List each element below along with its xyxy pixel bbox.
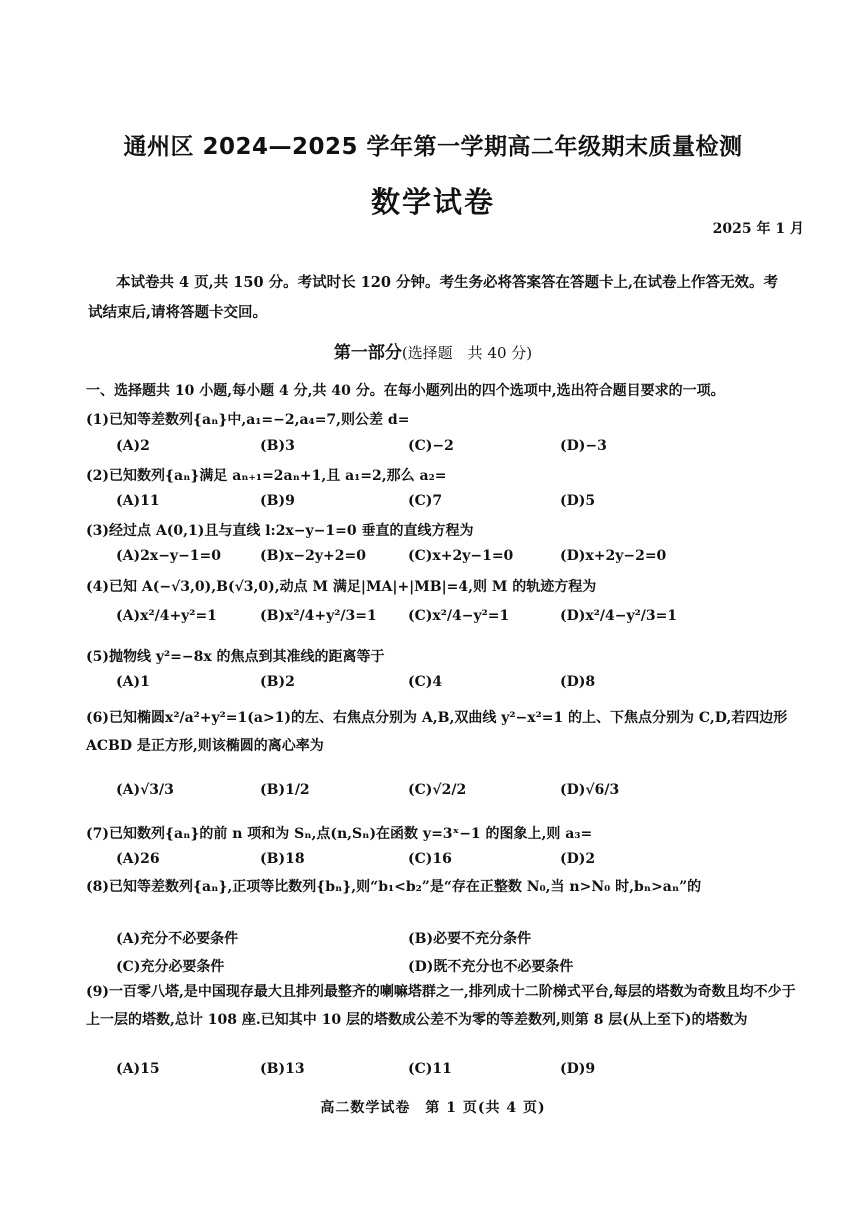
question-7-stem: (7)已知数列{aₙ}的前 n 项和为 Sₙ,点(n,Sₙ)在函数 y=3ˣ−1 的图象上,则 a₃= [86, 826, 593, 842]
question-5-option-b: (B)2 [260, 674, 295, 690]
question-9-option-b: (B)13 [260, 1061, 305, 1077]
question-1-option-d: (D)−3 [560, 438, 607, 454]
question-8-option-a: (A)充分不必要条件 [116, 931, 239, 947]
exam-title: 通州区 2024—2025 学年第一学期高二年级期末质量检测 [123, 134, 743, 160]
question-7-option-c: (C)16 [408, 851, 452, 867]
question-7-option-d: (D)2 [560, 851, 596, 867]
question-6-stem: (6)已知椭圆x²/a²+y²=1(a>1)的左、右焦点分别为 A,B,双曲线 y²−x²=1 的上、下焦点分别为 C,D,若四边形 ACBD 是正方形,则该椭圆的离心率为 [86, 710, 788, 754]
question-1-option-b: (B)3 [260, 438, 295, 454]
question-3-option-a: (A)2x−y−1=0 [116, 548, 222, 564]
question-6-option-b: (B)1/2 [260, 782, 310, 798]
question-8-stem: (8)已知等差数列{aₙ},正项等比数列{bₙ},则“b₁<b₂”是“存在正整数 N₀,当 n>N₀ 时,bₙ>aₙ”的 [86, 879, 702, 895]
question-1-option-a: (A)2 [116, 438, 150, 454]
question-5-option-a: (A)1 [116, 674, 150, 690]
question-8-option-c: (C)充分必要条件 [116, 959, 225, 975]
question-3-option-b: (B)x−2y+2=0 [260, 548, 366, 564]
question-7-option-a: (A)26 [116, 851, 160, 867]
part-heading [0, 338, 866, 363]
question-3-option-d: (D)x+2y−2=0 [560, 548, 667, 564]
question-1-option-c: (C)−2 [408, 438, 454, 454]
exam-subtitle: 数学试卷 [370, 185, 495, 219]
page-footer: 高二数学试卷 第 1 页(共 4 页) [320, 1100, 546, 1116]
question-8-option-d: (D)既不充分也不必要条件 [408, 959, 574, 975]
question-1-stem: (1)已知等差数列{aₙ}中,a₁=−2,a₄=7,则公差 d= [86, 412, 410, 428]
question-5-stem: (5)抛物线 y²=−8x 的焦点到其准线的距离等于 [86, 649, 385, 665]
question-4-option-a: (A)x²/4+y²=1 [116, 608, 217, 624]
question-6-option-a: (A)√3/3 [116, 782, 174, 798]
question-9-option-c: (C)11 [408, 1061, 452, 1077]
question-4-option-b: (B)x²/4+y²/3=1 [260, 608, 377, 624]
section-instructions: 一、选择题共 10 小题,每小题 4 分,共 40 分。在每小题列出的四个选项中,选出符合题目要求的一项。 [86, 383, 725, 399]
question-6-option-c: (C)√2/2 [408, 782, 467, 798]
question-9-stem: (9)一百零八塔,是中国现存最大且排列最整齐的喇嘛塔群之一,排列成十二阶梯式平台,每层的塔数为奇数且均不少于上一层的塔数,总计 108 座.已知其中 10 层的塔数成公差不为零的等差数列,则第 8 层(从上至下)的塔数为 [86, 984, 796, 1028]
question-2-option-d: (D)5 [560, 493, 596, 509]
question-3-stem: (3)经过点 A(0,1)且与直线 l:2x−y−1=0 垂直的直线方程为 [86, 523, 474, 539]
part-title: 第一部分 [333, 343, 402, 363]
question-4-option-d: (D)x²/4−y²/3=1 [560, 608, 678, 624]
exam-instructions: 本试卷共 4 页,共 150 分。考试时长 120 分钟。考生务必将答案答在答题卡上,在试卷上作答无效。考试结束后,请将答题卡交回。 [88, 274, 779, 321]
question-4-stem: (4)已知 A(−√3,0),B(√3,0),动点 M 满足|MA|+|MB|=4,则 M 的轨迹方程为 [86, 579, 597, 595]
question-9-option-a: (A)15 [116, 1061, 160, 1077]
question-9-option-d: (D)9 [560, 1061, 596, 1077]
exam-date: 2025 年 1 月 [712, 221, 804, 237]
question-6-option-d: (D)√6/3 [560, 782, 620, 798]
question-8-option-b: (B)必要不充分条件 [408, 931, 532, 947]
question-2-stem: (2)已知数列{aₙ}满足 aₙ₊₁=2aₙ+1,且 a₁=2,那么 a₂= [86, 468, 447, 484]
question-2-option-c: (C)7 [408, 493, 443, 509]
question-2-option-a: (A)11 [116, 493, 160, 509]
question-3-option-c: (C)x+2y−1=0 [408, 548, 514, 564]
question-5-option-d: (D)8 [560, 674, 596, 690]
question-7-option-b: (B)18 [260, 851, 305, 867]
question-2-option-b: (B)9 [260, 493, 295, 509]
question-4-option-c: (C)x²/4−y²=1 [408, 608, 510, 624]
question-5-option-c: (C)4 [408, 674, 443, 690]
part-subtitle: (选择题 共 40 分) [401, 344, 533, 362]
